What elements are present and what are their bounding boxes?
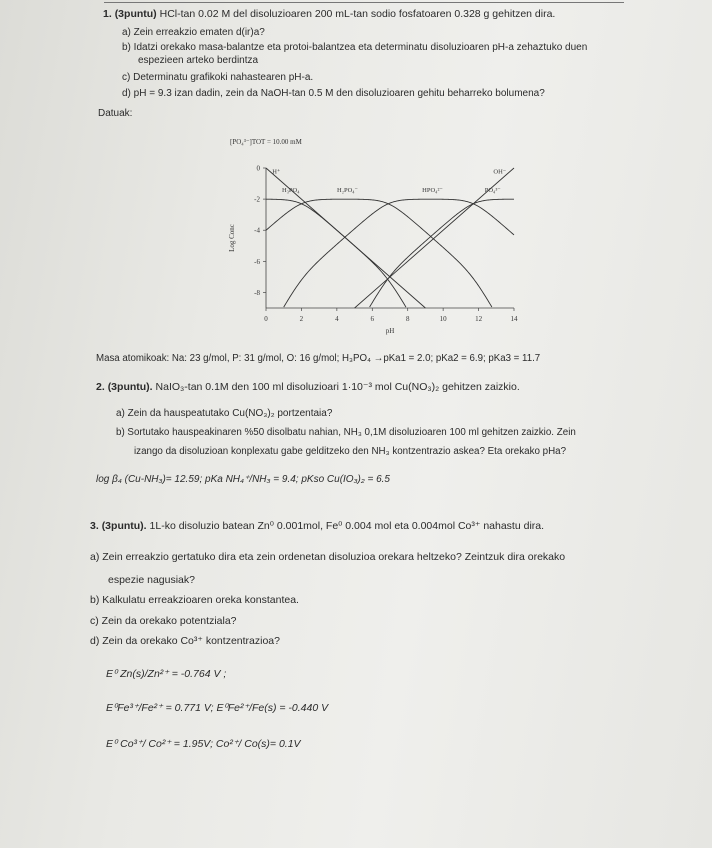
q2-statement: NaIO₃-tan 0.1M den 100 ml disoluzioari 1·10⁻³ mol Cu(NO₃)₂ gehitzen zaizkio. [155,381,520,393]
q2-data: log β₄ (Cu-NH₃)= 12.59; pKa NH₄⁺/NH₃ = 9.4; pKso Cu(IO₃)₂ = 6.5 [96,474,390,485]
h3po4-curve [266,199,406,307]
q1-item-b-line1: b) Idatzi orekako masa-balantze eta protoi-balantzea eta determinatu disoluzioaren pH-a zehaztuko duen [122,42,588,53]
y-tick-label-2: -4 [254,226,260,235]
q1-statement: HCl-tan 0.02 M del disoluzioaren 200 mL-tan sodio fosfatoaren 0.328 g gehitzen dira. [159,8,556,20]
x-tick-label-5: 10 [439,315,447,323]
x-tick-label-0: 0 [264,315,268,323]
q1-item-b-line2: espezieen arteko berdintza [138,55,259,66]
q3-statement: 1L-ko disoluzio batean Zn⁰ 0.001mol, Fe⁰ 0.004 mol eta 0.004mol Co³⁺ nahastu dira. [149,520,545,532]
series-lines [266,168,514,308]
q3-number: 3. [90,520,99,532]
q1-item-c: c) Determinatu grafikoki nahastearen pH-a. [122,72,314,83]
q1-item-d: d) pH = 9.3 izan dadin, zein da NaOH-tan 0.5 M den disoluzioaren gehitu beharreko bolumena? [122,88,545,99]
y-tick-group [254,165,266,297]
q3-item-d: d) Zein da orekako Co³⁺ kontzentrazioa? [90,635,280,647]
q3-item-a-line1: a) Zein erreakzio gertatuko dira eta zein ordenetan disoluzioa orekara heltzeko? Zeintzuk dira orekako [90,551,566,563]
plot-area [266,168,514,308]
top-rule [104,2,624,3]
speciation-chart [214,132,524,336]
x-tick-label-3: 6 [370,315,375,323]
hpo4-label: HPO₄²⁻ [422,187,443,195]
q2-header [96,381,520,394]
h3po4-label: H₃PO₄ [281,187,300,195]
q3-points: (3puntu). [101,520,147,532]
q3-potential-zn: E⁰ Zn(s)/Zn²⁺ = -0.764 V ; [106,668,227,680]
chart-title: [PO₄³⁻]TOT = 10.00 mM [230,138,302,146]
hplus-label: H⁺ [272,168,281,176]
q2-item-b-line1: b) Sortutako hauspeakinaren %50 disolbatu nahian, NH₃ 0,1M disoluzioaren 100 ml gehitzen zaizkio. Zein [116,427,576,438]
q1-item-a: a) Zein erreakzio ematen d(ir)a? [122,27,265,38]
q3-potential-co: E⁰ Co³⁺/ Co²⁺ = 1.95V; Co²⁺/ Co(s)= 0.1V [106,738,301,750]
x-tick-label-1: 2 [299,315,304,323]
q1-header [103,8,555,21]
q2-points: (3puntu). [107,381,153,393]
q3-item-a-line2: espezie nagusiak? [108,574,195,586]
q2-item-b-line2: izango da disoluzioan konplexatu gabe gelditzeko den NH₃ kontzentrazio askea? Eta orekako pHa? [134,446,567,457]
x-tick-group [264,308,518,323]
x-axis-label: pH [385,327,395,335]
q1-data-heading: Datuak: [98,108,133,119]
x-tick-label-6: 12 [475,315,483,323]
ohminus-label: OH⁻ [493,168,507,176]
h2po4-label: H₂PO₄⁻ [337,187,358,195]
x-tick-label-4: 8 [405,315,410,323]
x-tick-label-2: 4 [335,315,339,323]
y-tick-label-4: -8 [254,288,260,297]
atomic-masses: Masa atomikoak: Na: 23 g/mol, P: 31 g/mol, O: 16 g/mol; H₃PO₄ →pKa1 = 2.0; pKa2 = 6.9; pKa3 = 11.7 [96,353,541,364]
y-axis-label: Log Conc [228,224,236,252]
series-labels [272,168,507,194]
po4-label: PO₄³⁻ [484,187,501,195]
q2-item-a: a) Zein da hauspeatutako Cu(NO₃)₂ portzentaia? [116,408,333,419]
hpo4-curve [284,199,514,307]
q3-item-b: b) Kalkulatu erreakzioaren oreka konstantea. [90,594,299,606]
q1-number: 1. [103,8,112,20]
q3-potential-fe: E⁰Fe³⁺/Fe²⁺ = 0.771 V; E⁰Fe²⁺/Fe(s) = -0.440 V [106,702,329,714]
y-tick-label-3: -6 [254,257,260,266]
y-tick-label-0: 0 [256,164,260,173]
po4-curve [370,199,514,307]
q3-header [90,520,544,533]
q2-number: 2. [96,381,105,393]
x-tick-label-7: 14 [510,315,518,323]
y-tick-label-1: -2 [254,195,260,204]
q1-points: (3puntu) [114,8,157,20]
h2po4-curve [266,199,492,307]
q3-item-c: c) Zein da orekako potentziala? [90,615,237,627]
